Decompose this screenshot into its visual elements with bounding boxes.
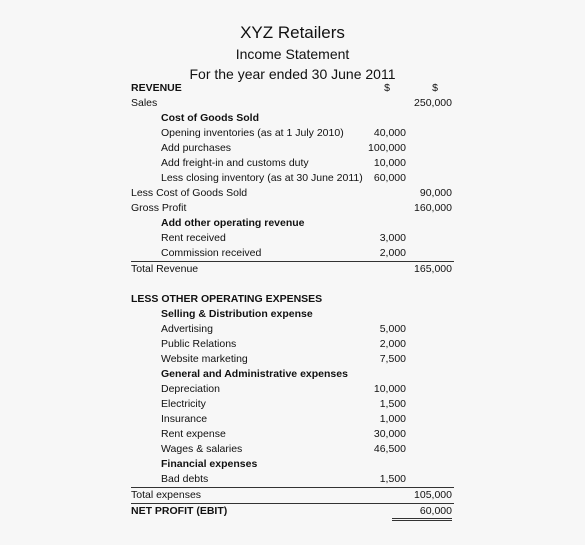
selling-expense-row [131,322,454,337]
expense-value: 1,500 [379,398,406,410]
expense-label: Depreciation [161,383,220,395]
statement-header [0,22,585,84]
net-profit-row [131,503,454,519]
other-revenue-label: Commission received [161,247,262,259]
col1-currency: $ [384,82,390,94]
cogs-row [131,171,454,186]
selling-expense-row [131,337,454,352]
gross-profit-row [131,201,454,216]
selling-heading: Selling & Distribution expense [161,308,313,320]
sales-value: 250,000 [414,97,452,109]
expense-value: 30,000 [373,428,406,440]
expense-value: 10,000 [373,383,406,395]
expense-label: Rent expense [161,428,226,440]
expense-label: Bad debts [161,473,209,485]
admin-heading: General and Administrative expenses [161,368,348,380]
admin-heading-row [131,367,454,382]
sales-label: Sales [131,97,158,109]
expense-label: Advertising [161,323,213,335]
expense-value: 1,000 [379,413,406,425]
expense-label: Website marketing [161,353,248,365]
expense-label: Wages & salaries [161,443,243,455]
company-name: XYZ Retailers [240,23,345,42]
gross-profit-value: 160,000 [414,202,452,214]
col2-currency: $ [432,82,438,94]
cogs-value: 40,000 [373,127,406,139]
revenue-heading-row [131,81,454,96]
revenue-heading: REVENUE [131,82,182,94]
other-revenue-row [131,246,454,261]
less-cogs-value: 90,000 [419,187,452,199]
expense-label: Electricity [161,398,206,410]
other-revenue-value: 3,000 [379,232,406,244]
cogs-row [131,141,454,156]
statement-table [131,81,454,519]
cogs-value: 100,000 [368,142,406,154]
total-revenue-row [131,261,454,277]
cogs-heading: Cost of Goods Sold [161,112,259,124]
selling-expense-row [131,352,454,367]
less-cogs-label: Less Cost of Goods Sold [131,187,248,199]
total-revenue-value: 165,000 [414,263,452,275]
expense-value: 1,500 [379,473,406,485]
expenses-heading-row [131,292,454,307]
other-revenue-heading: Add other operating revenue [161,217,305,229]
cogs-label: Add purchases [161,142,232,154]
total-expenses-label: Total expenses [131,489,202,501]
financial-heading: Financial expenses [161,458,258,470]
admin-expense-row [131,412,454,427]
total-expenses-row [131,487,454,503]
other-revenue-heading-row [131,216,454,231]
expense-value: 2,000 [379,338,406,350]
admin-expense-row [131,442,454,457]
cogs-heading-row [131,111,454,126]
admin-expense-row [131,427,454,442]
sales-row [131,96,454,111]
other-revenue-label: Rent received [161,232,226,244]
admin-expense-row [131,397,454,412]
other-revenue-value: 2,000 [379,247,406,259]
expenses-heading: LESS OTHER OPERATING EXPENSES [131,293,323,305]
statement-period: For the year ended 30 June 2011 [189,66,396,82]
other-revenue-row [131,231,454,246]
total-expenses-value: 105,000 [414,489,452,501]
selling-heading-row [131,307,454,322]
expense-value: 7,500 [379,353,406,365]
spacer-row [131,277,454,292]
admin-expense-row [131,382,454,397]
net-profit-value: 60,000 [392,504,452,521]
cogs-row [131,126,454,141]
financial-heading-row [131,457,454,472]
gross-profit-label: Gross Profit [131,202,187,214]
cogs-value: 10,000 [373,157,406,169]
net-profit-label: NET PROFIT (EBIT) [131,505,228,517]
cogs-row [131,156,454,171]
less-cogs-row [131,186,454,201]
financial-expense-row [131,472,454,487]
expense-value: 46,500 [373,443,406,455]
cogs-label: Less closing inventory (as at 30 June 2011) [161,172,363,184]
total-revenue-label: Total Revenue [131,263,199,275]
cogs-label: Opening inventories (as at 1 July 2010) [161,127,344,139]
cogs-label: Add freight-in and customs duty [161,157,309,169]
statement-title: Income Statement [235,46,350,62]
expense-label: Public Relations [161,338,237,350]
expense-label: Insurance [161,413,208,425]
cogs-value: 60,000 [373,172,406,184]
expense-value: 5,000 [379,323,406,335]
